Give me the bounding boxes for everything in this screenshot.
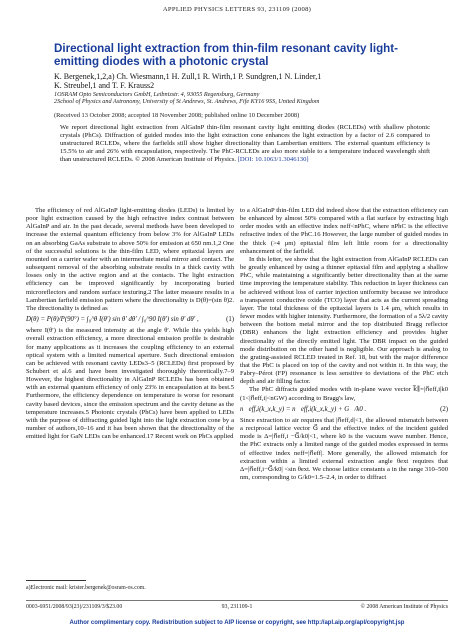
paragraph-this-letter: In this letter, we show that the light extraction from AlGaInP RCLEDs can be greatly enhanced by using a thinner epitaxial film and applying a shallow PhC, while maintaining a significantly better directionality than at the same time improving the temperature stability. This reduction in layer thickness can be achieved without loss of carrier injection uniformity because we introduce a transparent conductive oxide (TCO) layer that acts as the current spreading layer. The total thickness of the epitaxial layers is 1.4 μm, which results in fewer modes with higher intensity. Furthermore, the formation of a 5λ/2 cavity between the bottom metal mirror and the top distributed Bragg reflector (DBR) enhances the light extraction efficiency and provides higher directionality of the directly emitted light. The DBR impact on the guided mode distribution on the other hand is negligible. Our approach is analog to the grating-assisted RCLED treated in Ref. 18, but with the major difference that the PhC is placed on top of the cavity and not within it. In this way, the Fabry–Pérot (FP) resonance is less sensitive to deviations of the PhC etch depth and air filling factor. xyxy=(240,255,448,386)
paragraph-intro: The efficiency of red AlGaInP light-emitting diodes (LEDs) is limited by poor light extraction caused by the high refractive index contrast between AlGaInP and air. In the past decade, several methods have been developed to increase the external quantum efficiency from below 3% for AlGaInP LEDs on an absorbing GaAs substrate to above 50% for emission at 650 nm.1,2 One of the successful solutions is the thin-film LED, where epitaxial layers are mounted on a carrier wafer with an intermediate metal mirror and contact. The subsequent removal of the absorbing substrate results in a thick cavity with losses only in the active region and at the contacts. The light extraction efficiency can be improved significantly by incorporating buried microreflectors and random surface texturing.2 The latter measure results in a Lambertian farfield emission pattern where the directionality is D(θ)=(sin θ)2. The directionality is defined as xyxy=(26,207,234,312)
footnote-divider xyxy=(26,580,86,581)
paragraph-extraction: Since extraction to air requires that |n⃗eff,d|<1, the allowed mismatch between a reciprocal lattice vector G⃗ and the effective index of the incident guided mode is Δ=|n⃗eff,i −G⃗/k0|<1, where k0 is the vacuum wave number. Hence, the PhC extracts only a limited range of the guided modes expressed in terms of effective index neff=|n⃗eff|. More generally, the allowed mismatch for extraction within a limited external extraction angle θext requires that Δ=|n⃗eff,i−G⃗/k0| <sin θext. We choose lattice constants a in the range 310–500 nm, corresponding to G/k0=1.5–2.4, in order to diffract xyxy=(240,416,448,481)
abstract-text: We report directional light extraction from AlGaInP thin-film resonant cavity light emitting diodes (RCLEDs) with shallow photonic crystals (PhCs). Diffraction of guided modes into the light extraction cone enhances the light extraction by a factor of 2.6 compared to unstructured RCLEDs, where the farfields still show higher directionality than Lambertian emitters. The external quantum efficiency is 15.5% to air and 26% with encapsulation, respectively. The PhC-RCLEDs are also more stable to a temperature induced wavelength shift than unstructured RCLEDs. © 2008 American Institute of Physics. xyxy=(60,124,430,164)
equation-2-body: n⃗eff,i(k_x,k_y) = n⃗eff,i(k_x,k_y) + G⃗/k0 . xyxy=(240,405,367,413)
right-column xyxy=(240,207,448,482)
paragraph-directionality: where I(θ′) is the measured intensity at the angle θ′. While this yields high overall extraction efficiency, a more directional emission profile is desirable for many applications as it increases the coupling efficiency to an external optical system with a limited numerical aperture. Such directional emission can be achieved with resonant cavity LEDs3–5 (RCLEDs) first proposed by Schubert et al.6 and have been investigated thoroughly theoretically.7–9 However, the highest directionality in AlGaInP RCLEDs has been obtained with an external quantum efficiency of only 23% in encapsulation at its best.5 Furthermore, the efficiency dependence on temperature is worse for resonant cavity based devices, since the emission spectrum and the cavity detune as the temperature increases.5 Photonic crystals (PhCs) have been applied to LEDs with the purpose of diffracting guided light into the light extraction cone by a number of authors,10–16 and it has been shown that the directionality of the emitted light for GaN LEDs can be enhanced.17 Recent work on PhCs applied xyxy=(26,327,234,441)
affiliation-1: 1OSRAM Opto Semiconductors GmbH, Leibnizstr. 4, 93055 Regensburg, Germany xyxy=(54,91,260,98)
equation-1 xyxy=(26,316,234,324)
footer-page-number: 93, 231109-1 xyxy=(221,604,253,610)
left-column xyxy=(26,207,234,441)
footer-copyright: © 2008 American Institute of Physics xyxy=(360,604,448,610)
equation-2-number: (2) xyxy=(440,405,448,413)
author-line-1: K. Bergenek,1,2,a) Ch. Wiesmann,1 H. Zull,1 R. Wirth,1 P. Sundgren,1 N. Linder,1 xyxy=(54,72,322,81)
paragraph-phc-prior: to a AlGaInP thin-film LED did indeed show that the extraction efficiency can be enhanced by almost 50% compared with a flat surface by extracting high order modes with an effective index neff<nPhC, where nPhC is the effective refractive index of the PhC.16 However, the large number of guided modes in the thick (>4 μm) epitaxial film left little room for a directionality enhancement of the farfield. xyxy=(240,207,448,255)
equation-1-number: (1) xyxy=(226,316,234,324)
equation-1-body: D(θ) = P(θ)/P(90°) = ∫₀^θ I(θ′) sin θ′ dθ′ / ∫₀^90 I(θ′) sin θ′ dθ′ , xyxy=(26,316,199,324)
copyright-notice[interactable]: Author complimentary copy. Redistribution subject to AIP license or copyright, see http://apl.aip.org/apl/copyright.jsp xyxy=(69,620,405,626)
doi-link[interactable]: [DOI: 10.1063/1.3046130] xyxy=(237,156,309,164)
affiliations xyxy=(54,91,434,106)
journal-header: APPLIED PHYSICS LETTERS 93, 231109 (2008) xyxy=(162,6,312,13)
affiliation-2: 2School of Physics and Astronomy, University of St Andrews, St. Andrews, Fife KY16 9SS, United Kingdom xyxy=(54,98,320,106)
abstract xyxy=(60,124,430,164)
footer-divider xyxy=(26,600,448,601)
paper-title: Directional light extraction from thin-film resonant cavity light-emitting diodes with a photonic crystal xyxy=(54,42,398,68)
footer-issn: 0003-6951/2008/93(23)/231109/3/$23.00 xyxy=(26,604,123,610)
author-line-2: K. Streubel,1 and T. F. Krauss2 xyxy=(54,81,155,91)
equation-2 xyxy=(240,406,448,414)
author-list xyxy=(54,72,434,91)
footnote-email: a)Electronic mail: krister.bergenek@osram-os.com. xyxy=(26,585,146,591)
paragraph-bragg: The PhC diffracts guided modes with in-plane wave vector k⃗∥=|n⃗eff,i|k0 (1<|n⃗eff,i|<nGW) according to Bragg's law, xyxy=(240,386,448,402)
received-dates: (Received 13 October 2008; accepted 18 November 2008; published online 10 December 2008) xyxy=(54,112,300,119)
